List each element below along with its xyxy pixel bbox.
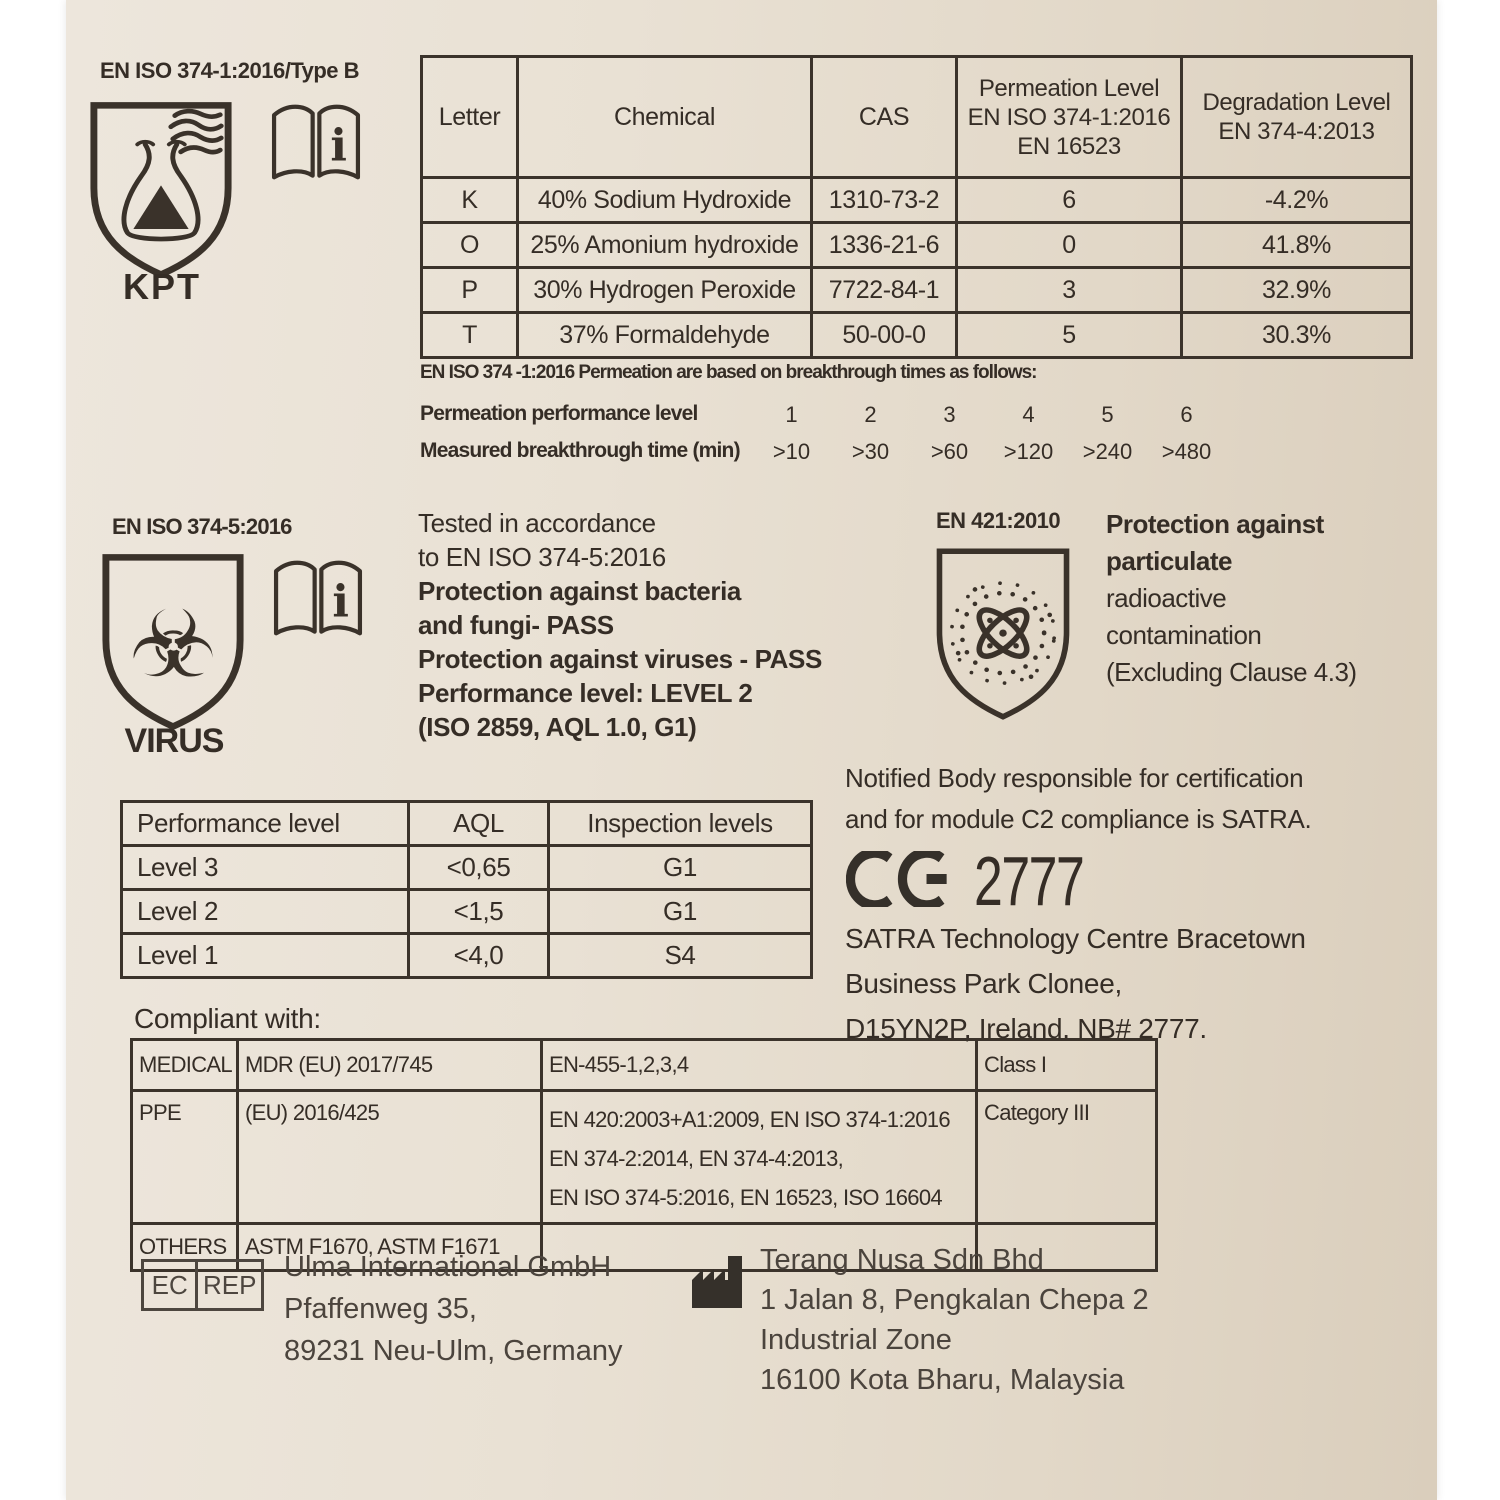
col-permeation xyxy=(957,57,1182,178)
cell-aql: <1,5 xyxy=(409,890,549,934)
manufacturer-line: Terang Nusa Sdn Bhd xyxy=(760,1244,1044,1276)
manufacturer-line: Industrial Zone xyxy=(760,1324,952,1356)
cell-inspection: G1 xyxy=(549,846,812,890)
cell-standards xyxy=(542,1091,977,1224)
cell-permeation: 6 xyxy=(957,178,1182,223)
satra-address-line: D15YN2P, Ireland. NB# 2777. xyxy=(845,1013,1207,1044)
standards-line: EN 420:2003+A1:2009, EN ISO 374-1:2016 xyxy=(549,1107,950,1132)
chemical-permeation-table xyxy=(420,55,1413,359)
table-row xyxy=(422,268,1412,313)
table-row xyxy=(422,223,1412,268)
tested-line: Protection against viruses - PASS xyxy=(418,644,822,674)
ec-rep-left: EC xyxy=(144,1262,198,1308)
notified-body-text xyxy=(845,758,1311,840)
cell-regulation: MDR (EU) 2017/745 xyxy=(238,1040,542,1091)
permeation-level-row xyxy=(420,402,1230,428)
level-value: 4 xyxy=(1022,402,1035,427)
eu-rep-line: 89231 Neu-Ulm, Germany xyxy=(284,1335,623,1367)
cell-level: Level 1 xyxy=(122,934,409,978)
virus-standard-title: EN ISO 374-5:2016 xyxy=(112,514,292,539)
radiation-line: radioactive xyxy=(1106,583,1227,613)
cell-letter: P xyxy=(422,268,518,313)
level-value: 5 xyxy=(1101,402,1114,427)
cell-aql: <4,0 xyxy=(409,934,549,978)
time-value: >240 xyxy=(1082,439,1133,464)
permeation-notes-intro: EN ISO 374 -1:2016 Permeation are based on breakthrough times as follows: xyxy=(420,362,1037,383)
col-permeation-line1: Permeation Level xyxy=(978,74,1160,102)
manufacturer-factory-icon xyxy=(688,1250,746,1312)
radiation-line: (Excluding Clause 4.3) xyxy=(1106,657,1357,687)
eu-representative-address xyxy=(284,1246,622,1372)
cell-aql: <0,65 xyxy=(409,846,549,890)
cell-chemical: 37% Formaldehyde xyxy=(518,313,812,358)
time-value: >120 xyxy=(1003,439,1054,464)
cell-degradation: 41.8% xyxy=(1182,223,1412,268)
cell-chemical: 25% Amonium hydroxide xyxy=(518,223,812,268)
compliance-heading: Compliant with: xyxy=(134,1003,321,1034)
table-row-ppe xyxy=(132,1091,1157,1224)
shield-radioactive-particles-icon xyxy=(932,544,1074,724)
chemical-code-letters: KPT xyxy=(123,266,201,307)
tested-line: Performance level: LEVEL 2 xyxy=(418,678,753,708)
cell-category: PPE xyxy=(132,1091,238,1224)
time-value: >480 xyxy=(1161,439,1212,464)
table-row xyxy=(422,178,1412,223)
cell-degradation: 32.9% xyxy=(1182,268,1412,313)
col-permeation-line3: EN 16523 xyxy=(1017,132,1121,160)
virus-marking: VIRUS xyxy=(124,722,224,760)
compliance-table xyxy=(130,1038,1158,1272)
read-instructions-book-icon xyxy=(266,556,370,640)
cell-level: Level 2 xyxy=(122,890,409,934)
level-value: 1 xyxy=(785,402,798,427)
radiation-line: Protection against xyxy=(1106,509,1324,539)
col-letter: Letter xyxy=(422,57,518,178)
notified-line: and for module C2 compliance is SATRA. xyxy=(845,804,1312,834)
eu-rep-line: Pfaffenweg 35, xyxy=(284,1293,477,1325)
shield-flask-icon xyxy=(86,98,236,282)
manufacturer-address xyxy=(760,1240,1149,1400)
radiation-line: particulate xyxy=(1106,546,1232,576)
cell-category: MEDICAL xyxy=(132,1040,238,1091)
cell-regulation: ASTM F1670, ASTM F1671 xyxy=(238,1224,542,1271)
virus-test-results xyxy=(418,506,822,744)
cell-letter: T xyxy=(422,313,518,358)
satra-address-line: Business Park Clonee, xyxy=(845,968,1122,999)
ce-mark-icon xyxy=(846,851,950,907)
time-value: >60 xyxy=(930,439,969,464)
manufacturer-line: 1 Jalan 8, Pengkalan Chepa 2 xyxy=(760,1284,1149,1316)
cell-degradation: -4.2% xyxy=(1182,178,1412,223)
biohazard-glyph: ☣ xyxy=(128,590,218,699)
col-degradation-line1: Degradation Level xyxy=(1202,89,1391,116)
read-instructions-book-icon xyxy=(264,100,368,184)
chem-table-header-row xyxy=(422,57,1412,178)
manufacturer-line: 16100 Kota Bharu, Malaysia xyxy=(760,1364,1125,1396)
chemical-standard-title: EN ISO 374-1:2016/Type B xyxy=(100,58,360,83)
level-value: 3 xyxy=(943,402,956,427)
col-permeation-line2: EN ISO 374-1:2016 xyxy=(967,103,1171,131)
level-value: 6 xyxy=(1180,402,1193,427)
tested-line: to EN ISO 374-5:2016 xyxy=(418,542,666,572)
radiation-standard-title: EN 421:2010 xyxy=(936,508,1061,533)
cell-cas: 1336-21-6 xyxy=(812,223,957,268)
cell-level: Level 3 xyxy=(122,846,409,890)
cell-inspection: G1 xyxy=(549,890,812,934)
col-performance-level: Performance level xyxy=(122,802,409,846)
ec-rep-icon xyxy=(141,1259,264,1311)
notified-line: Notified Body responsible for certification xyxy=(845,763,1304,793)
standards-line: EN 374-2:2014, EN 374-4:2013, xyxy=(549,1146,844,1171)
info-glyph: i xyxy=(332,576,349,628)
ec-rep-right: REP xyxy=(203,1269,257,1300)
shield-biohazard-icon xyxy=(98,550,248,734)
times-label: Measured breakthrough time (min) xyxy=(420,439,740,462)
ce-notified-body-number: 2777 xyxy=(974,842,1084,920)
permeation-notes xyxy=(420,362,1230,482)
cell-category: OTHERS xyxy=(132,1224,238,1271)
breakthrough-time-row xyxy=(420,439,1230,465)
satra-address-line: SATRA Technology Centre Bracetown xyxy=(845,923,1306,954)
satra-address xyxy=(845,916,1306,1051)
cell-permeation: 5 xyxy=(957,313,1182,358)
table-row-medical xyxy=(132,1040,1157,1091)
info-glyph: i xyxy=(330,120,347,172)
eu-rep-line: Ulma International GmbH xyxy=(284,1251,612,1283)
radiation-protection-text xyxy=(1106,506,1357,691)
cell-letter: K xyxy=(422,178,518,223)
table-row xyxy=(122,846,812,890)
cell-permeation: 3 xyxy=(957,268,1182,313)
cell-standards: EN-455-1,2,3,4 xyxy=(542,1040,977,1091)
tested-line: Tested in accordance xyxy=(418,508,656,538)
radiation-line: contamination xyxy=(1106,620,1262,650)
cell-cas: 1310-73-2 xyxy=(812,178,957,223)
cell-cas: 7722-84-1 xyxy=(812,268,957,313)
col-inspection-levels: Inspection levels xyxy=(549,802,812,846)
col-cas: CAS xyxy=(812,57,957,178)
time-value: >30 xyxy=(851,439,890,464)
tested-line: (ISO 2859, AQL 1.0, G1) xyxy=(418,712,697,742)
level-value: 2 xyxy=(864,402,877,427)
cell-degradation: 30.3% xyxy=(1182,313,1412,358)
cell-permeation: 0 xyxy=(957,223,1182,268)
cell-chemical: 40% Sodium Hydroxide xyxy=(518,178,812,223)
table-row xyxy=(422,313,1412,358)
col-degradation-line2: EN 374-4:2013 xyxy=(1218,118,1375,145)
cell-cas: 50-00-0 xyxy=(812,313,957,358)
col-aql: AQL xyxy=(409,802,549,846)
aql-performance-table xyxy=(120,800,813,979)
table-row xyxy=(122,934,812,978)
tested-line: Protection against bacteria xyxy=(418,576,741,606)
aql-header-row xyxy=(122,802,812,846)
cell-letter: O xyxy=(422,223,518,268)
cell-inspection: S4 xyxy=(549,934,812,978)
levels-label: Permeation performance level xyxy=(420,402,698,425)
table-row xyxy=(122,890,812,934)
cell-chemical: 30% Hydrogen Peroxide xyxy=(518,268,812,313)
cell-class: Category III xyxy=(977,1091,1157,1224)
cell-class: Class I xyxy=(977,1040,1157,1091)
tested-line: and fungi- PASS xyxy=(418,610,614,640)
time-value: >10 xyxy=(772,439,811,464)
col-chemical: Chemical xyxy=(518,57,812,178)
standards-line: EN ISO 374-5:2016, EN 16523, ISO 16604 xyxy=(549,1185,942,1210)
col-degradation xyxy=(1182,57,1412,178)
cell-regulation: (EU) 2016/425 xyxy=(238,1091,542,1224)
